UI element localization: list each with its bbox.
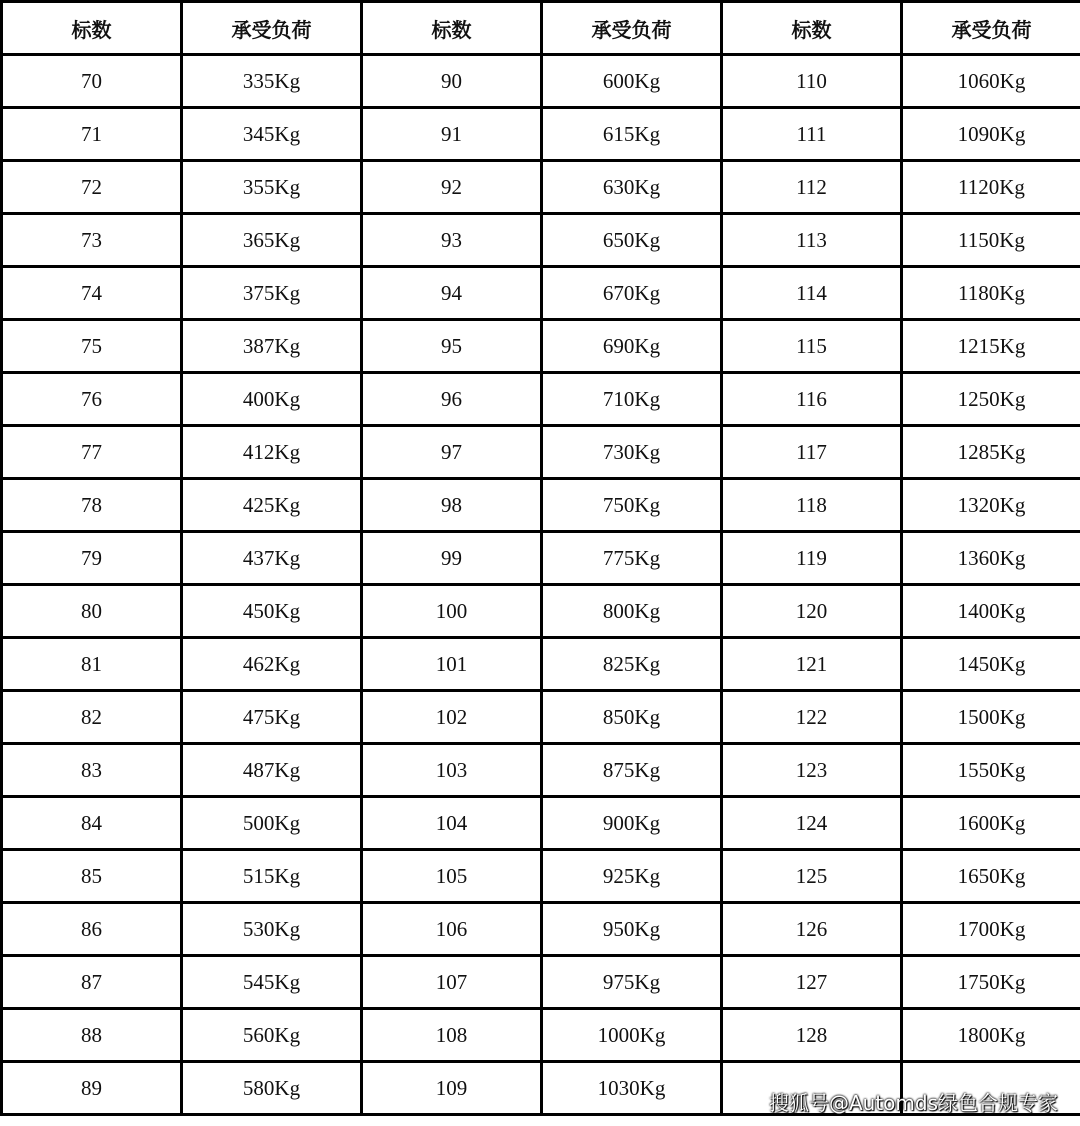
- max-load-cell: 1800Kg: [902, 1009, 1080, 1062]
- table-row: [2, 744, 1080, 797]
- load-index-cell: 88: [2, 1009, 182, 1062]
- table-row: [2, 479, 1080, 532]
- max-load-cell: 345Kg: [182, 108, 362, 161]
- max-load-cell: 730Kg: [542, 426, 722, 479]
- load-index-cell: 125: [722, 850, 902, 903]
- max-load-cell: 1180Kg: [902, 267, 1080, 320]
- table-row: [2, 373, 1080, 426]
- max-load-cell: 975Kg: [542, 956, 722, 1009]
- max-load-cell: 365Kg: [182, 214, 362, 267]
- max-load-cell: 615Kg: [542, 108, 722, 161]
- load-index-cell: 104: [362, 797, 542, 850]
- load-index-cell: 117: [722, 426, 902, 479]
- table-row: [2, 585, 1080, 638]
- max-load-cell: 400Kg: [182, 373, 362, 426]
- load-index-cell: 100: [362, 585, 542, 638]
- table-row: [2, 956, 1080, 1009]
- max-load-cell: 690Kg: [542, 320, 722, 373]
- max-load-cell: 750Kg: [542, 479, 722, 532]
- header-load-index: 标数: [722, 2, 902, 55]
- max-load-cell: 1700Kg: [902, 903, 1080, 956]
- max-load-cell: 900Kg: [542, 797, 722, 850]
- load-index-cell: 93: [362, 214, 542, 267]
- max-load-cell: 1750Kg: [902, 956, 1080, 1009]
- max-load-cell: 1650Kg: [902, 850, 1080, 903]
- load-index-cell: 124: [722, 797, 902, 850]
- max-load-cell: 1550Kg: [902, 744, 1080, 797]
- load-index-cell: 121: [722, 638, 902, 691]
- load-index-cell: 84: [2, 797, 182, 850]
- max-load-cell: 560Kg: [182, 1009, 362, 1062]
- load-index-cell: 101: [362, 638, 542, 691]
- load-index-cell: 71: [2, 108, 182, 161]
- load-index-cell: 89: [2, 1062, 182, 1115]
- table-row: [2, 108, 1080, 161]
- max-load-cell: 950Kg: [542, 903, 722, 956]
- load-index-cell: 70: [2, 55, 182, 108]
- max-load-cell: 387Kg: [182, 320, 362, 373]
- load-index-cell: 72: [2, 161, 182, 214]
- load-index-cell: 128: [722, 1009, 902, 1062]
- max-load-cell: 1215Kg: [902, 320, 1080, 373]
- load-index-cell: 86: [2, 903, 182, 956]
- table-row: [2, 55, 1080, 108]
- table-row: [2, 797, 1080, 850]
- max-load-cell: 475Kg: [182, 691, 362, 744]
- table-row: [2, 903, 1080, 956]
- load-index-cell: 82: [2, 691, 182, 744]
- max-load-cell: 462Kg: [182, 638, 362, 691]
- load-index-cell: 78: [2, 479, 182, 532]
- load-index-cell: 98: [362, 479, 542, 532]
- max-load-cell: 1500Kg: [902, 691, 1080, 744]
- max-load-cell: 670Kg: [542, 267, 722, 320]
- header-max-load: 承受负荷: [182, 2, 362, 55]
- max-load-cell: 437Kg: [182, 532, 362, 585]
- table-row: [2, 532, 1080, 585]
- load-index-cell: 126: [722, 903, 902, 956]
- max-load-cell: 1600Kg: [902, 797, 1080, 850]
- max-load-cell: 1120Kg: [902, 161, 1080, 214]
- max-load-cell: 355Kg: [182, 161, 362, 214]
- max-load-cell: 1150Kg: [902, 214, 1080, 267]
- load-index-cell: 119: [722, 532, 902, 585]
- load-index-cell: 99: [362, 532, 542, 585]
- table-row: [2, 426, 1080, 479]
- load-index-cell: 77: [2, 426, 182, 479]
- max-load-cell: 1400Kg: [902, 585, 1080, 638]
- load-index-cell: 74: [2, 267, 182, 320]
- max-load-cell: 1250Kg: [902, 373, 1080, 426]
- load-index-cell: 96: [362, 373, 542, 426]
- load-index-cell: 127: [722, 956, 902, 1009]
- load-index-cell: 97: [362, 426, 542, 479]
- max-load-cell: 1090Kg: [902, 108, 1080, 161]
- max-load-cell: 825Kg: [542, 638, 722, 691]
- max-load-cell: 875Kg: [542, 744, 722, 797]
- table-row: [2, 267, 1080, 320]
- watermark: 搜狐号@Automds绿色合规专家: [768, 1091, 1058, 1115]
- load-index-cell: 95: [362, 320, 542, 373]
- load-index-cell: 120: [722, 585, 902, 638]
- header-max-load: 承受负荷: [542, 2, 722, 55]
- load-index-cell: 112: [722, 161, 902, 214]
- load-index-cell: 118: [722, 479, 902, 532]
- load-index-cell: 83: [2, 744, 182, 797]
- max-load-cell: 850Kg: [542, 691, 722, 744]
- max-load-cell: 630Kg: [542, 161, 722, 214]
- max-load-cell: 1030Kg: [542, 1062, 722, 1115]
- max-load-cell: 710Kg: [542, 373, 722, 426]
- table-row: [2, 850, 1080, 903]
- max-load-cell: 1360Kg: [902, 532, 1080, 585]
- load-index-cell: 80: [2, 585, 182, 638]
- header-row: [2, 2, 1080, 55]
- max-load-cell: 515Kg: [182, 850, 362, 903]
- load-index-cell: 85: [2, 850, 182, 903]
- max-load-cell: 580Kg: [182, 1062, 362, 1115]
- load-index-cell: 76: [2, 373, 182, 426]
- table-row: [2, 320, 1080, 373]
- load-index-cell: 108: [362, 1009, 542, 1062]
- load-index-cell: 123: [722, 744, 902, 797]
- max-load-cell: 335Kg: [182, 55, 362, 108]
- max-load-cell: 800Kg: [542, 585, 722, 638]
- max-load-cell: 1320Kg: [902, 479, 1080, 532]
- load-index-cell: 91: [362, 108, 542, 161]
- max-load-cell: 1450Kg: [902, 638, 1080, 691]
- max-load-cell: 1285Kg: [902, 426, 1080, 479]
- max-load-cell: 375Kg: [182, 267, 362, 320]
- table-row: [2, 1009, 1080, 1062]
- max-load-cell: 487Kg: [182, 744, 362, 797]
- load-index-cell: 116: [722, 373, 902, 426]
- load-index-cell: 94: [362, 267, 542, 320]
- load-index-cell: 111: [722, 108, 902, 161]
- header-max-load: 承受负荷: [902, 2, 1080, 55]
- load-index-cell: 75: [2, 320, 182, 373]
- load-index-cell: 90: [362, 55, 542, 108]
- max-load-cell: 1060Kg: [902, 55, 1080, 108]
- load-index-cell: 113: [722, 214, 902, 267]
- load-index-cell: 122: [722, 691, 902, 744]
- load-index-cell: 79: [2, 532, 182, 585]
- max-load-cell: 925Kg: [542, 850, 722, 903]
- table-row: [2, 691, 1080, 744]
- load-index-cell: 109: [362, 1062, 542, 1115]
- load-index-cell: 103: [362, 744, 542, 797]
- max-load-cell: 450Kg: [182, 585, 362, 638]
- load-index-cell: 114: [722, 267, 902, 320]
- max-load-cell: 530Kg: [182, 903, 362, 956]
- max-load-cell: 600Kg: [542, 55, 722, 108]
- header-load-index: 标数: [362, 2, 542, 55]
- load-index-cell: 110: [722, 55, 902, 108]
- max-load-cell: 425Kg: [182, 479, 362, 532]
- load-index-cell: 102: [362, 691, 542, 744]
- max-load-cell: 412Kg: [182, 426, 362, 479]
- load-index-cell: 92: [362, 161, 542, 214]
- table-row: [2, 638, 1080, 691]
- load-index-cell: 115: [722, 320, 902, 373]
- max-load-cell: 775Kg: [542, 532, 722, 585]
- load-index-cell: 73: [2, 214, 182, 267]
- max-load-cell: 545Kg: [182, 956, 362, 1009]
- table-body: [2, 55, 1080, 1115]
- load-index-cell: 105: [362, 850, 542, 903]
- max-load-cell: 500Kg: [182, 797, 362, 850]
- table-row: [2, 214, 1080, 267]
- load-index-cell: 106: [362, 903, 542, 956]
- load-index-cell: 87: [2, 956, 182, 1009]
- table-row: [2, 161, 1080, 214]
- header-load-index: 标数: [2, 2, 182, 55]
- max-load-cell: 1000Kg: [542, 1009, 722, 1062]
- load-index-cell: 107: [362, 956, 542, 1009]
- max-load-cell: 650Kg: [542, 214, 722, 267]
- load-index-cell: 81: [2, 638, 182, 691]
